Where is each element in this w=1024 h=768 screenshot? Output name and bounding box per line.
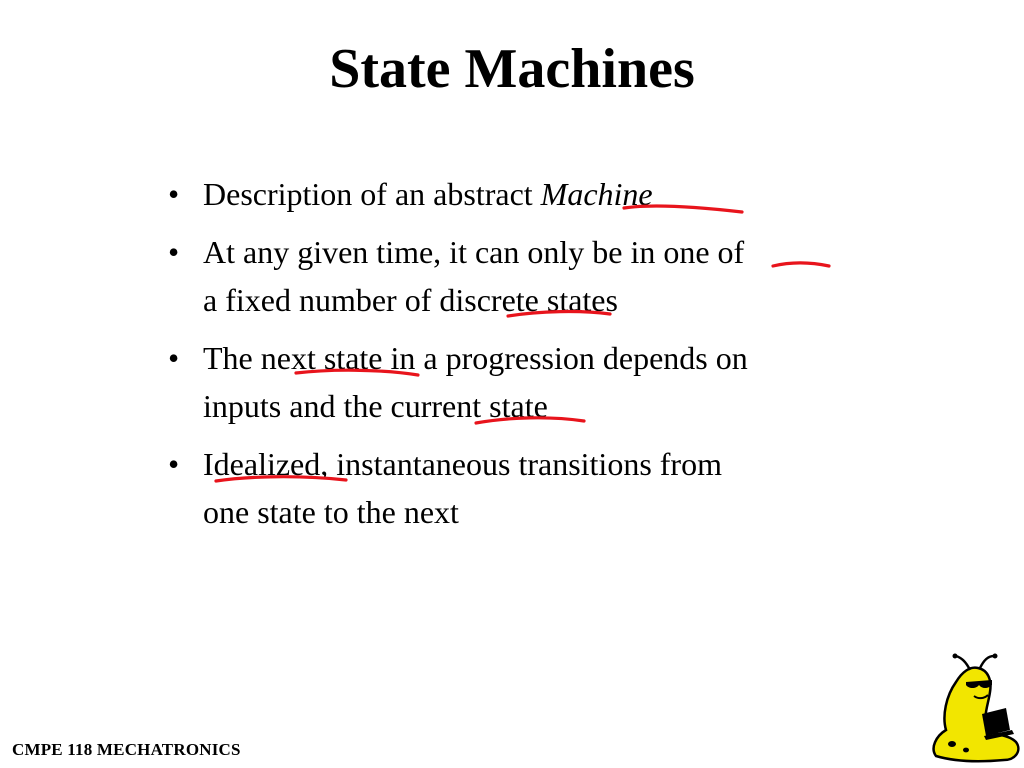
- bullet-item: [160, 440, 880, 536]
- bullet-text-line: The next state in a progression depends on: [203, 340, 748, 376]
- bullet-text-line: inputs and the current state: [203, 388, 548, 424]
- slug-spot: [963, 748, 969, 753]
- banana-slug-mascot-icon: [922, 652, 1022, 766]
- bullet-text-line: one state to the next: [203, 494, 459, 530]
- bullet-item: [160, 228, 880, 324]
- bullet-marker: •: [168, 446, 180, 482]
- bullet-marker: •: [168, 234, 180, 270]
- slug-antenna: [980, 656, 994, 668]
- bullet-item: [160, 334, 880, 430]
- bullet-item: [160, 170, 880, 218]
- bullet-marker: •: [168, 176, 180, 212]
- bullet-text-line: Idealized, instantaneous transitions from: [203, 446, 722, 482]
- slide-title: State Machines: [329, 38, 695, 100]
- slug-spot: [948, 741, 956, 747]
- course-footer: CMPE 118 MECHATRONICS: [12, 740, 241, 759]
- bullet-emphasis: Machine: [540, 176, 653, 212]
- bullet-text-line: At any given time, it can only be in one of: [203, 234, 745, 270]
- bullet-list: [160, 170, 880, 546]
- slug-antenna-tip: [993, 654, 998, 659]
- slug-antenna: [956, 656, 970, 670]
- bullet-text-line: a fixed number of discrete states: [203, 282, 618, 318]
- slug-antenna-tip: [953, 654, 958, 659]
- bullet-marker: •: [168, 340, 180, 376]
- bullet-text: Description of an abstract: [203, 176, 541, 212]
